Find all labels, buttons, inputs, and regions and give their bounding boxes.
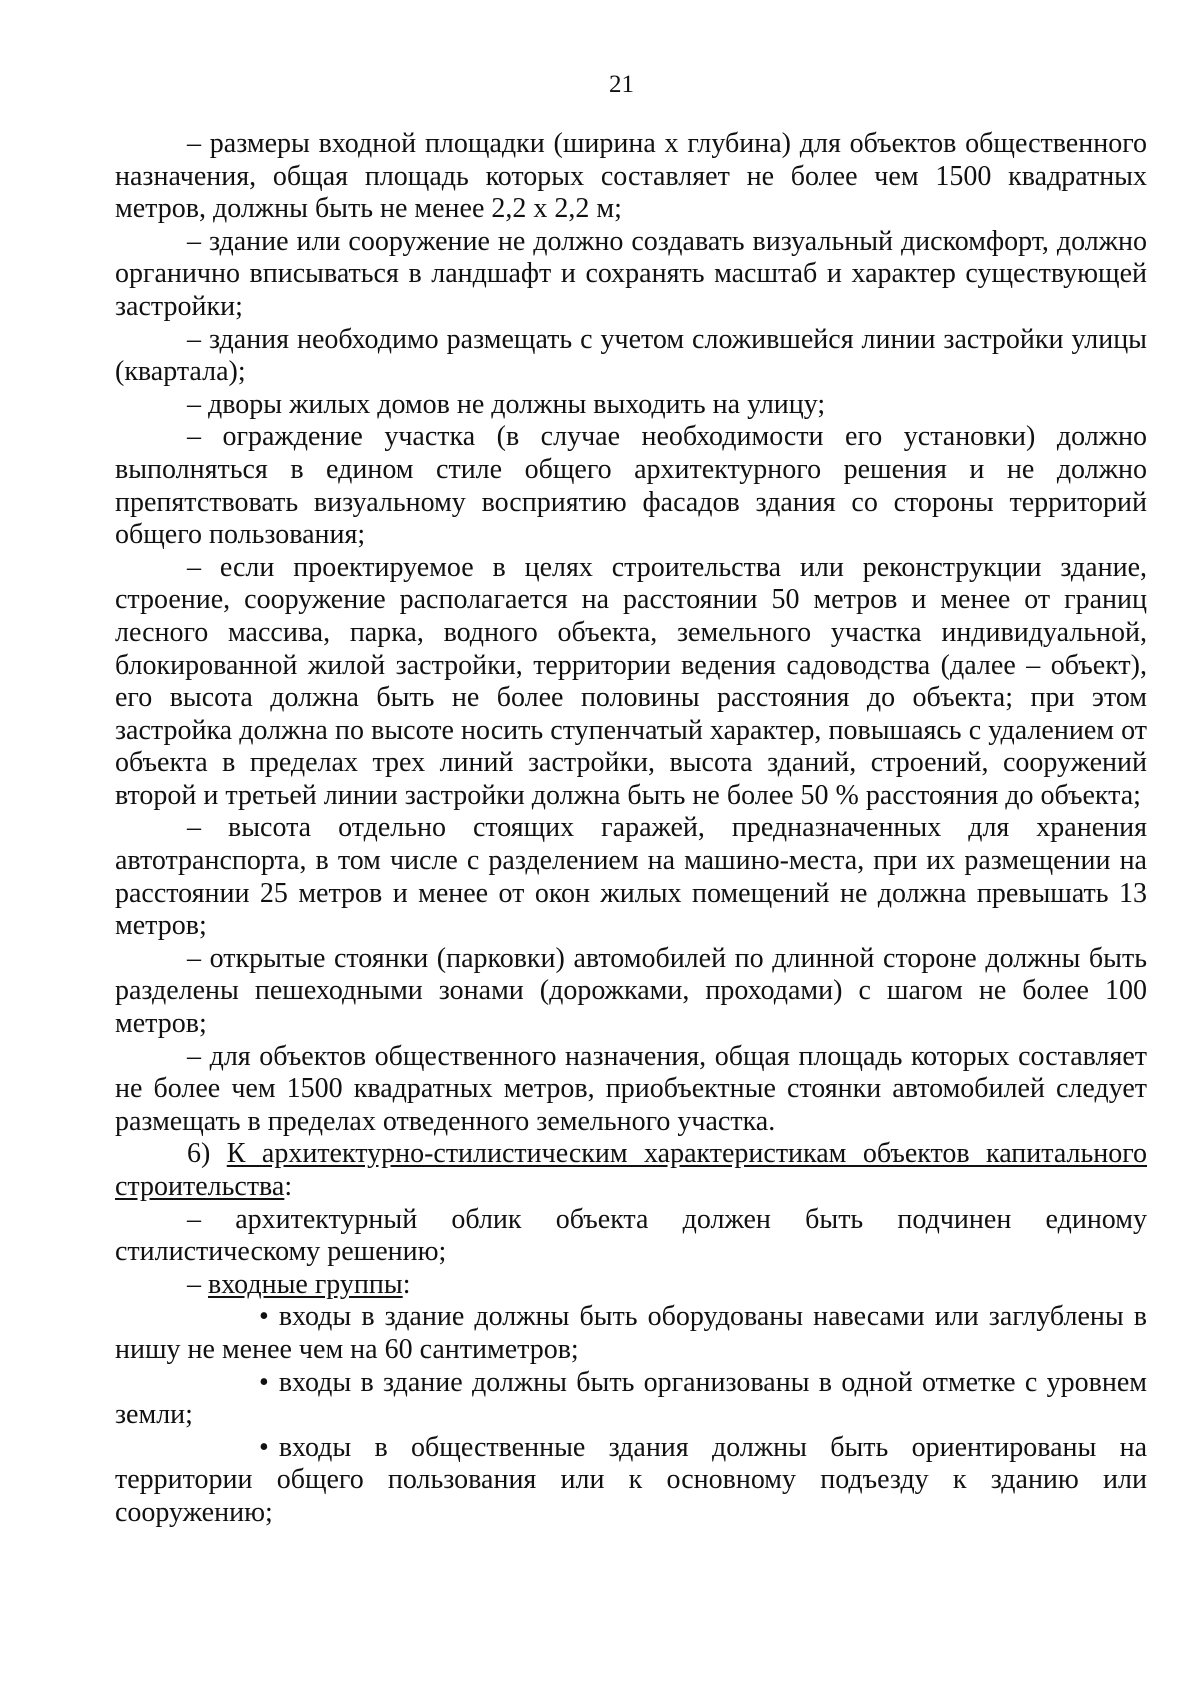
subheading-dash: – [187, 1268, 208, 1300]
bullet-item [115, 1301, 1147, 1366]
section-colon: : [284, 1171, 293, 1202]
bullet-text: входы в здание должны быть организованы в одной отметке с уровнем земли; [115, 1366, 1147, 1431]
bullet-icon: • [259, 1431, 269, 1463]
list-item: – здание или сооружение не должно создавать визуальный дискомфорт, должно органично вписываться в ландшафт и сохранять масштаб и характер существующей застройки; [115, 225, 1147, 322]
document-body [115, 128, 1147, 1530]
list-item: – архитектурный облик объекта должен быть подчинен единому стилистическому решению; [115, 1203, 1147, 1268]
list-item: – высота отдельно стоящих гаражей, предназначенных для хранения автотранспорта, в том числе с разделением на машино-места, при их размещении на расстоянии 25 метров и менее от окон жилых помещений не должна превышать 13 метров; [115, 812, 1147, 942]
section-number: 6) [187, 1138, 227, 1170]
section-heading [115, 1138, 1147, 1203]
bullet-item [115, 1367, 1147, 1432]
list-item: – открытые стоянки (парковки) автомобилей по длинной стороне должны быть разделены пешеходными зонами (дорожками, проходами) с шагом не более 100 метров; [115, 942, 1147, 1040]
list-item: – размеры входной площадки (ширина х глубина) для объектов общественного назначения, общая площадь которых составляет не более чем 1500 квадратных метров, должны быть не менее 2,2 х 2,2 м; [115, 128, 1147, 225]
section-title: К архитектурно-стилистическим характеристикам объектов капитального строительства [115, 1138, 1148, 1202]
list-item: – дворы жилых домов не должны выходить на улицу; [187, 388, 826, 420]
subheading-entrance-groups [115, 1269, 1147, 1302]
list-item: – если проектируемое в целях строительства или реконструкции здание, строение, сооружение располагается на расстоянии 50 метров и менее от границ лесного массива, парка, водного объекта, земельного участка индивидуальной, блокированной жилой застройки, территории ведения садоводства (далее – объект), его высота должна быть не более половины расстояния до объекта; при этом застройка должна по высоте носить ступенчатый характер, повышаясь с удалением от объекта в пределах трех линий застройки, высота зданий, строений, сооружений второй и третьей линии застройки должна быть не более 50 % расстояния до объекта; [115, 551, 1147, 811]
bullet-item [115, 1432, 1147, 1530]
bullet-text: входы в общественные здания должны быть ориентированы на территории общего пользования или к основному подъезду к зданию или сооружению; [115, 1431, 1147, 1528]
list-item: – ограждение участка (в случае необходимости его установки) должно выполняться в едином стиле общего архитектурного решения и не должно препятствовать визуальному восприятию фасадов здания со стороны территорий общего пользования; [115, 421, 1147, 551]
page-number: 21 [609, 71, 634, 98]
subheading-colon: : [402, 1268, 411, 1300]
subheading-label: входные группы [208, 1268, 403, 1300]
bullet-text: входы в здание должны быть оборудованы навесами или заглублены в нишу не менее чем на 60 сантиметров; [115, 1301, 1147, 1365]
bullet-icon: • [259, 1366, 269, 1398]
list-item: – здания необходимо размещать с учетом сложившейся линии застройки улицы (квартала); [115, 323, 1147, 388]
list-item: – для объектов общественного назначения, общая площадь которых составляет не более чем 1500 квадратных метров, приобъектные стоянки автомобилей следует размещать в пределах отведенного земельного участка. [115, 1040, 1147, 1137]
bullet-icon: • [259, 1301, 269, 1333]
